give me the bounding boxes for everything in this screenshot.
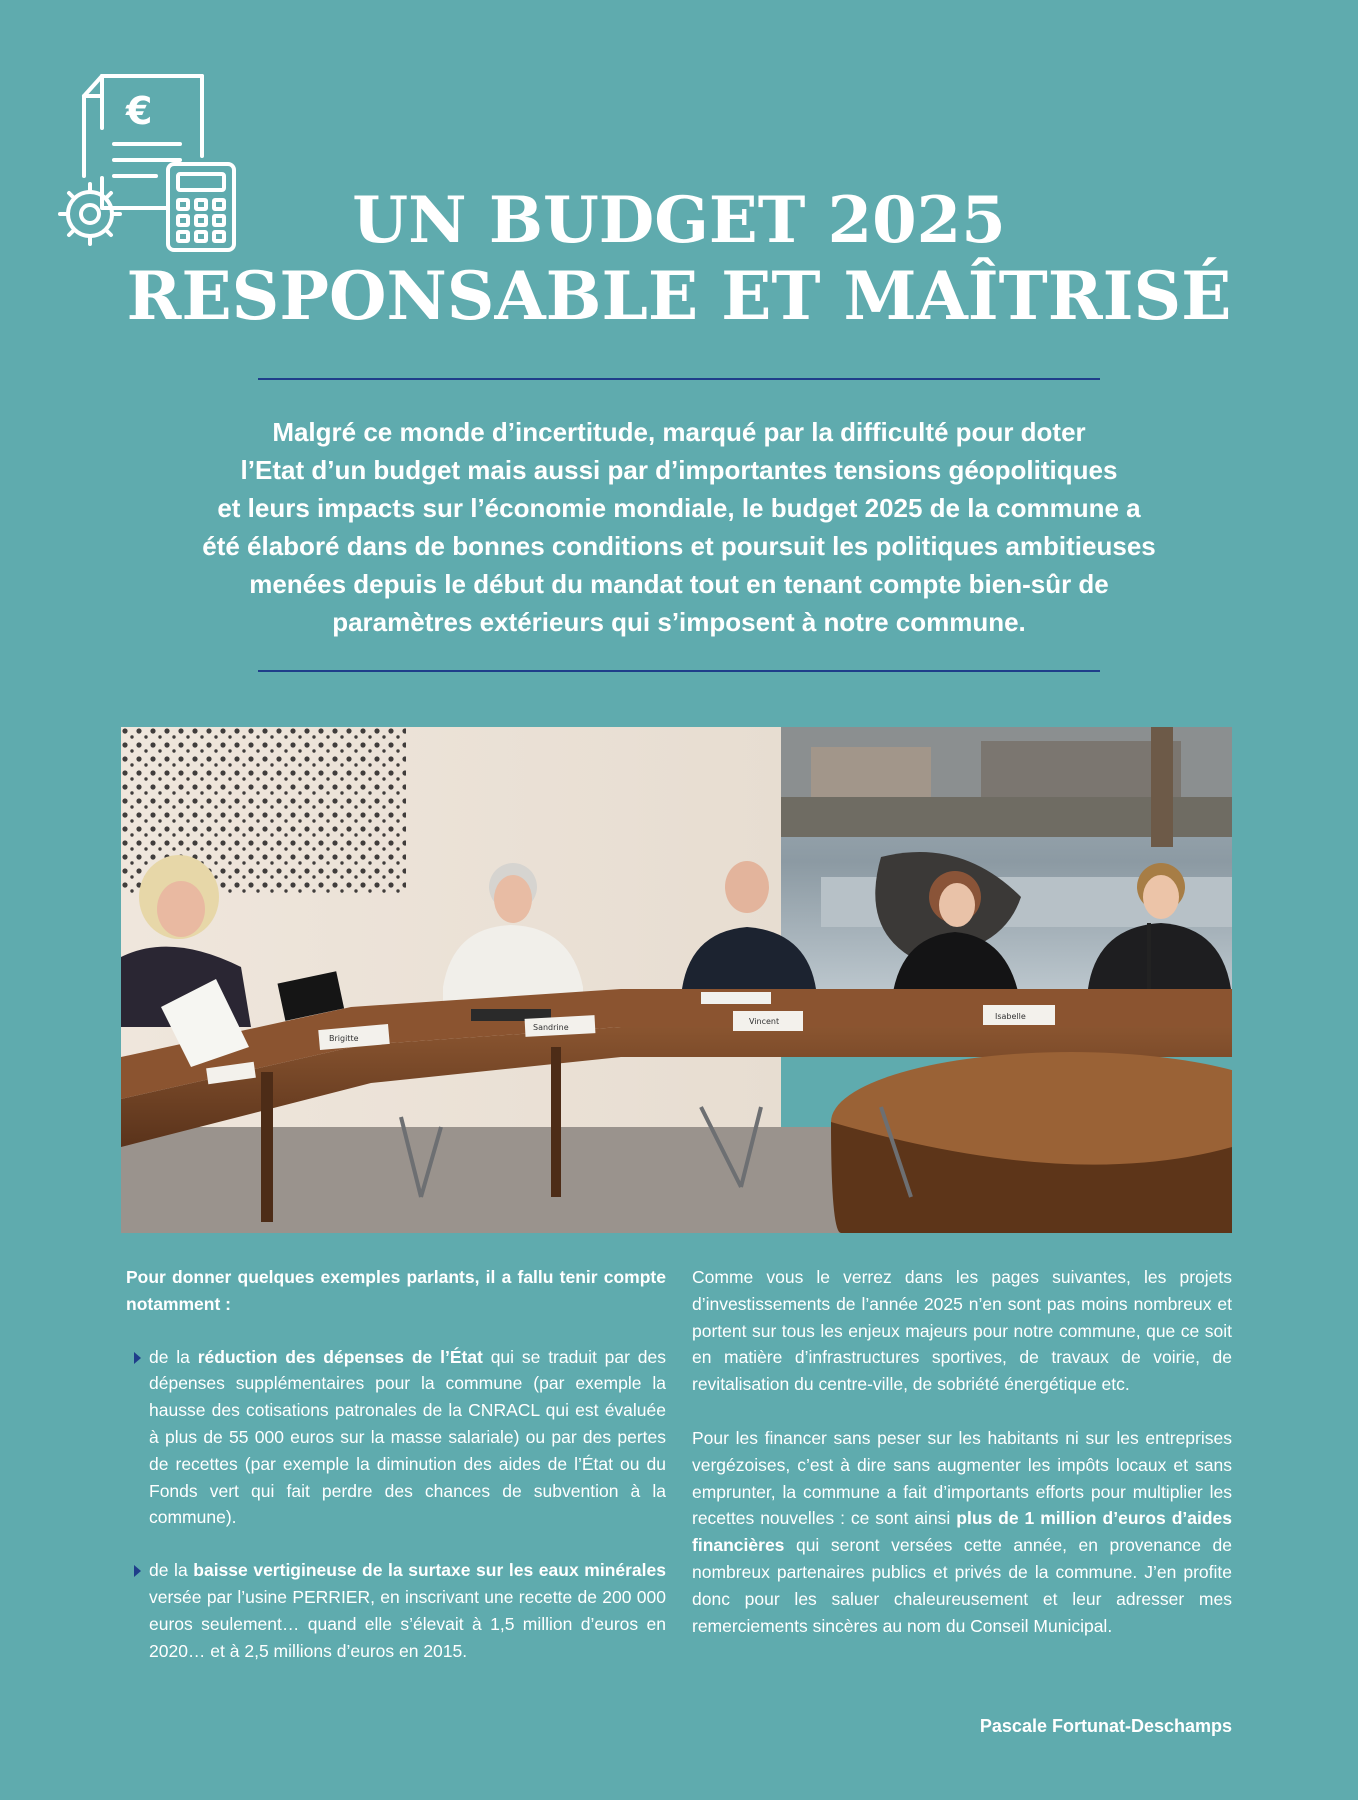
bullet-text: de la [149,1560,194,1581]
intro-line: l’Etat d’un budget mais aussi par d’importantes tensions géopolitiques [240,455,1118,485]
paragraph-bold-text: plus de 1 million d’euros d’aides financières [692,1508,1232,1556]
bullet-bold-text: réduction des dépenses de l’État [197,1346,483,1367]
intro-line: et leurs impacts sur l’économie mondiale, le budget 2025 de la commune a [217,493,1141,523]
svg-text:€: € [126,89,153,133]
page-title [0,183,1358,336]
left-lead-text: Pour donner quelques exemples parlants, il a fallu tenir compte notamment : [126,1267,666,1314]
council-meeting-photo [121,727,1232,1233]
bullet-text: versée par l’usine PERRIER, en inscrivant une recette de 200 000 euros seulement… quand elle s’élevait à 1,5 million d’euros en 2020… et à 2,5 millions d’euros en 2015. [149,1586,666,1661]
intro-line: Malgré ce monde d’incertitude, marqué par la difficulté pour doter [272,417,1086,447]
intro-line: paramètres extérieurs qui s’imposent à notre commune. [332,607,1026,637]
bullet-state-spending [126,1344,666,1532]
top-divider [258,378,1100,380]
title-line-2: RESPONSABLE ET MAÎTRISÉ [126,257,1232,335]
bullet-text: qui se traduit par des dépenses supplémentaires pour la commune (par exemple la hausse des cotisations patronales de la CNRACL qui est évaluée à plus de 55 000 euros sur la masse salariale) ou par des pertes de recettes (par exemple la diminution des aides de l’État ou du Fonds vert qui fait perdre des chances de subvention à la commune). [149,1346,666,1528]
paragraph-text: Pour les financer sans peser sur les habitants ni sur les entreprises vergézoises, c’est à dire sans augmenter les impôts locaux et sans emprunter, la commune a fait d’importants efforts pour multiplier les recettes nouvelles : ce sont ainsi [692,1427,1232,1529]
paragraph-text: qui seront versées cette année, en provenance de nombreux partenaires publics et privés de la commune. J’en profite donc pour les saluer chaleureusement et leur adresser mes remerciements sincères au nom du Conseil Municipal. [692,1535,1232,1636]
left-lead [126,1264,666,1318]
intro-paragraph [140,413,1218,641]
name-card-text: Vincent [749,1017,780,1026]
intro-line: été élaboré dans de bonnes conditions et poursuit les politiques ambitieuses [202,531,1156,561]
left-column [126,1264,666,1664]
bullet-text: de la [149,1346,198,1367]
right-paragraph-2 [692,1425,1232,1639]
intro-line: menées depuis le début du mandat tout en tenant compte bien-sûr de [249,569,1109,599]
title-line-1: UN BUDGET 2025 [352,183,1006,258]
name-card-text: Brigitte [329,1034,359,1043]
bullet-triangle-icon [134,1352,141,1364]
right-paragraph-1: Comme vous le verrez dans les pages suivantes, les projets d’investissements de l’année 2025 n’en sont pas moins nombreux et portent sur tous les enjeux majeurs pour notre commune, que ce soit en matière d’infrastructures sportives, de travaux de voirie, de revitalisation du centre-ville, de sobriété énergétique etc. [692,1267,1232,1395]
bullet-bold-text: baisse vertigineuse de la surtaxe sur les eaux minérales [193,1560,666,1581]
bottom-divider [258,670,1100,672]
bullet-triangle-icon [134,1565,141,1577]
name-card-text: Sandrine [533,1023,569,1032]
bullet-mineral-water-tax [126,1557,666,1664]
right-column [692,1264,1232,1639]
name-card-text: Isabelle [995,1012,1026,1021]
signature: Pascale Fortunat-Deschamps [979,1716,1232,1736]
